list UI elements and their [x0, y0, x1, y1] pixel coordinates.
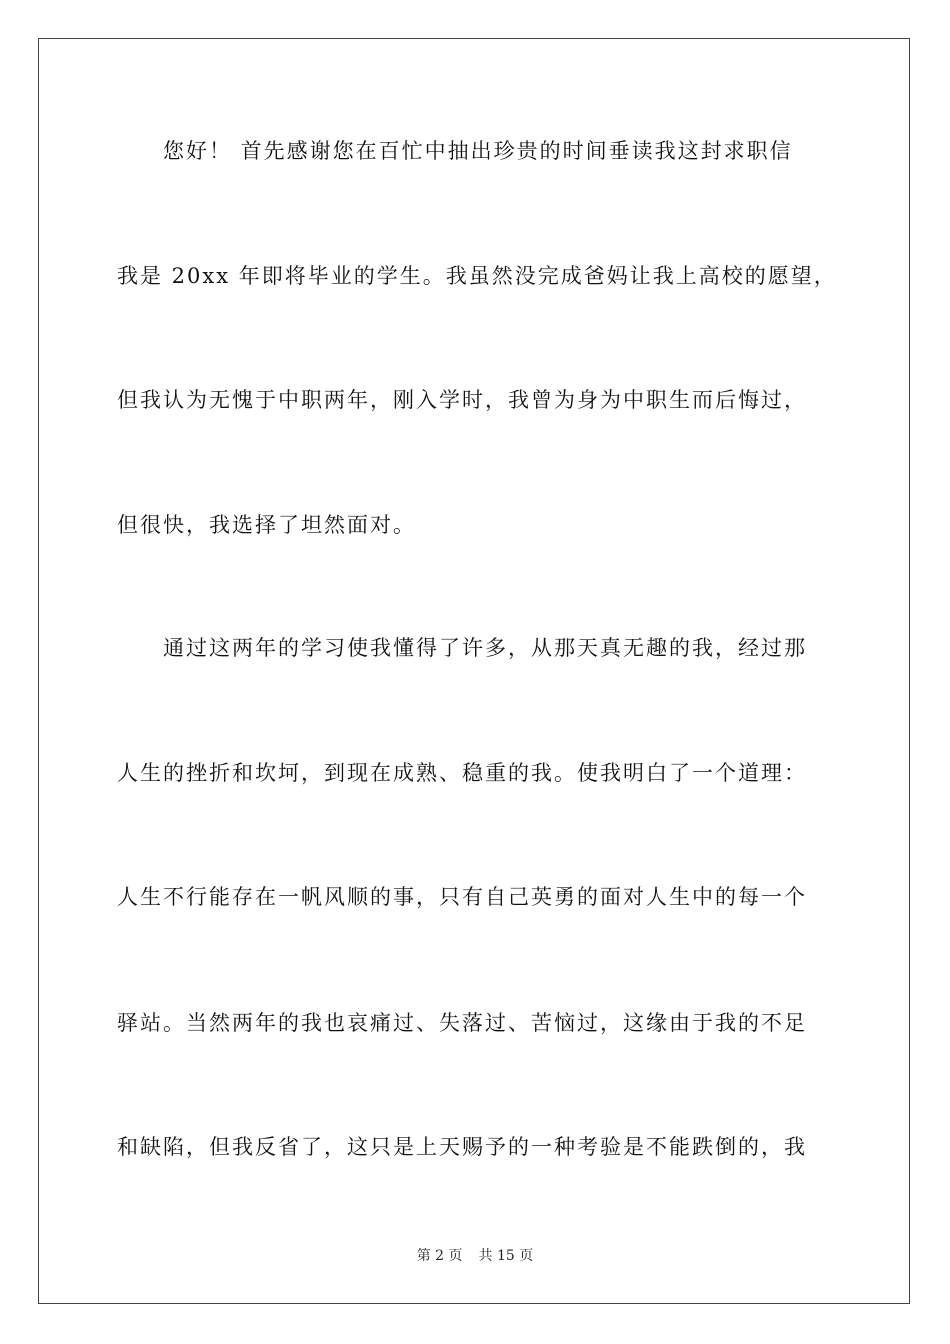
paragraph-2-line-5: 和缺陷，但我反省了，这只是上天赐予的一种考验是不能跌倒的，我	[117, 1135, 807, 1159]
paragraph-2-line-3: 人生不行能存在一帆风顺的事，只有自己英勇的面对人生中的每一个	[117, 885, 807, 909]
page-footer	[0, 1247, 950, 1265]
paragraph-2-line-4: 驿站。当然两年的我也哀痛过、失落过、苦恼过，这缘由于我的不足	[117, 1011, 807, 1035]
page-number: 第 2 页	[416, 1248, 463, 1264]
paragraph-1-line-4: 但很快，我选择了坦然面对。	[117, 513, 416, 537]
page-border	[38, 38, 910, 1304]
paragraph-2-line-2: 人生的挫折和坎坷，到现在成熟、稳重的我。使我明白了一个道理：	[117, 761, 807, 785]
paragraph-1-line-2: 我是 20xx 年即将毕业的学生。我虽然没完成爸妈让我上高校的愿望，	[117, 264, 837, 288]
paragraph-2-line-1: 通过这两年的学习使我懂得了许多，从那天真无趣的我，经过那	[163, 636, 807, 660]
paragraph-1-line-3: 但我认为无愧于中职两年，刚入学时，我曾为身为中职生而后悔过，	[117, 388, 807, 412]
paragraph-1-line-1: 您好！ 首先感谢您在百忙中抽出珍贵的时间垂读我这封求职信	[163, 139, 793, 163]
page-total: 共 15 页	[478, 1248, 534, 1264]
